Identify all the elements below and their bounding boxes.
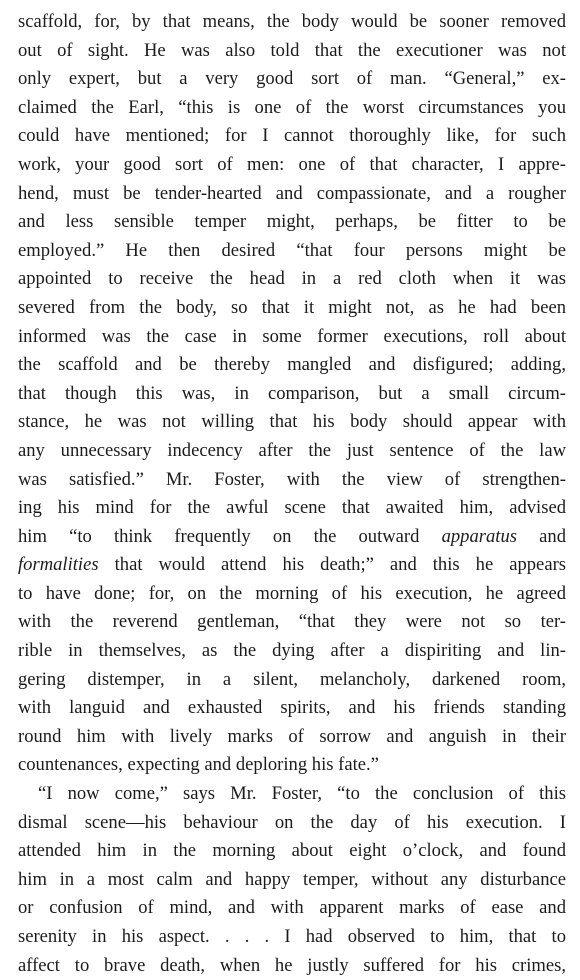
text-segment: out of sight. He was also told that the executioner was not <box>18 39 566 61</box>
text-segment: informed was the case in some former executions, roll about <box>18 325 566 347</box>
book-page <box>18 8 566 980</box>
text-segment: round him with lively marks of sorrow and anguish in their <box>18 725 566 747</box>
italic-text: formalities <box>18 554 99 576</box>
text-line <box>18 809 566 838</box>
text-line <box>18 923 566 952</box>
text-line <box>18 694 566 723</box>
text-line <box>18 208 566 237</box>
text-segment: employed.” He then desired “that four persons might be <box>18 239 566 261</box>
text-line <box>18 380 566 409</box>
text-segment: with languid and exhausted spirits, and his friends standing <box>18 697 566 719</box>
text-segment: that though this was, in comparison, but a small circum- <box>18 382 566 404</box>
text-segment: “I now come,” says Mr. Foster, “to the conclusion of this <box>38 783 566 805</box>
text-segment: him in a most calm and happy temper, without any disturbance <box>18 868 566 890</box>
text-line <box>18 265 566 294</box>
text-segment: affect to brave death, when he justly suffered for his crimes, <box>18 954 566 976</box>
text-segment: that would attend his death;” and this he appears <box>98 554 566 576</box>
text-segment: and less sensible temper might, perhaps, be fitter to be <box>18 211 566 233</box>
text-segment: with the reverend gentleman, “that they were not so ter- <box>18 611 566 633</box>
text-line <box>18 780 566 809</box>
text-segment: gering distemper, in a silent, melancholy, darkened room, <box>18 668 566 690</box>
text-segment: hend, must be tender-hearted and compassionate, and a rougher <box>18 182 566 204</box>
text-line <box>18 723 566 752</box>
text-line <box>18 580 566 609</box>
text-line <box>18 608 566 637</box>
text-segment: dismal scene—his behaviour on the day of his execution. I <box>18 811 566 833</box>
text-line <box>18 237 566 266</box>
text-line <box>18 65 566 94</box>
text-line <box>18 637 566 666</box>
text-line <box>18 494 566 523</box>
text-segment: work, your good sort of men: one of that character, I appre- <box>18 153 566 175</box>
text-segment: any unnecessary indecency after the just sentence of the law <box>18 439 566 461</box>
text-segment: ing his mind for the awful scene that awaited him, advised <box>18 497 566 519</box>
paragraph <box>18 8 566 780</box>
text-line <box>18 122 566 151</box>
text-line <box>18 180 566 209</box>
text-segment: the scaffold and be thereby mangled and disfigured; adding, <box>18 354 566 376</box>
text-segment: to have done; for, on the morning of his execution, he agreed <box>18 582 566 604</box>
text-line <box>18 866 566 895</box>
text-segment: rible in themselves, as the dying after a dispiriting and lin- <box>18 640 566 662</box>
text-segment: serenity in his aspect. . . . I had observed to him, that to <box>18 926 566 947</box>
text-line <box>18 751 566 780</box>
text-segment: countenances, expecting and deploring his fate.” <box>18 754 379 776</box>
text-line <box>18 294 566 323</box>
text-line <box>18 37 566 66</box>
text-line <box>18 351 566 380</box>
text-segment: stance, he was not willing that his body should appear with <box>18 411 566 433</box>
text-line <box>18 952 566 980</box>
text-line <box>18 837 566 866</box>
text-segment: could have mentioned; for I cannot thoroughly like, for such <box>18 125 566 147</box>
text-line <box>18 666 566 695</box>
text-line <box>18 408 566 437</box>
text-segment: or confusion of mind, and with apparent marks of ease and <box>18 897 566 919</box>
text-segment: severed from the body, so that it might not, as he had been <box>18 296 566 318</box>
text-line <box>18 94 566 123</box>
text-segment: and <box>517 525 566 547</box>
text-line <box>18 323 566 352</box>
text-segment: was satisfied.” Mr. Foster, with the view of strengthen- <box>18 468 566 490</box>
text-line <box>18 551 566 580</box>
paragraph <box>18 780 566 980</box>
text-body <box>18 8 566 980</box>
text-line <box>18 8 566 37</box>
text-segment: him “to think frequently on the outward <box>18 525 442 547</box>
text-segment: scaffold, for, by that means, the body would be sooner removed <box>18 11 566 32</box>
text-segment: claimed the Earl, “this is one of the worst circumstances you <box>18 96 566 118</box>
text-segment: attended him in the morning about eight o’clock, and found <box>18 840 566 862</box>
text-line <box>18 151 566 180</box>
text-line <box>18 466 566 495</box>
text-line <box>18 437 566 466</box>
text-segment: only expert, but a very good sort of man. “General,” ex- <box>18 68 566 90</box>
text-segment: appointed to receive the head in a red cloth when it was <box>18 268 566 290</box>
text-line <box>18 894 566 923</box>
italic-text: apparatus <box>441 525 517 547</box>
text-line <box>18 523 566 552</box>
